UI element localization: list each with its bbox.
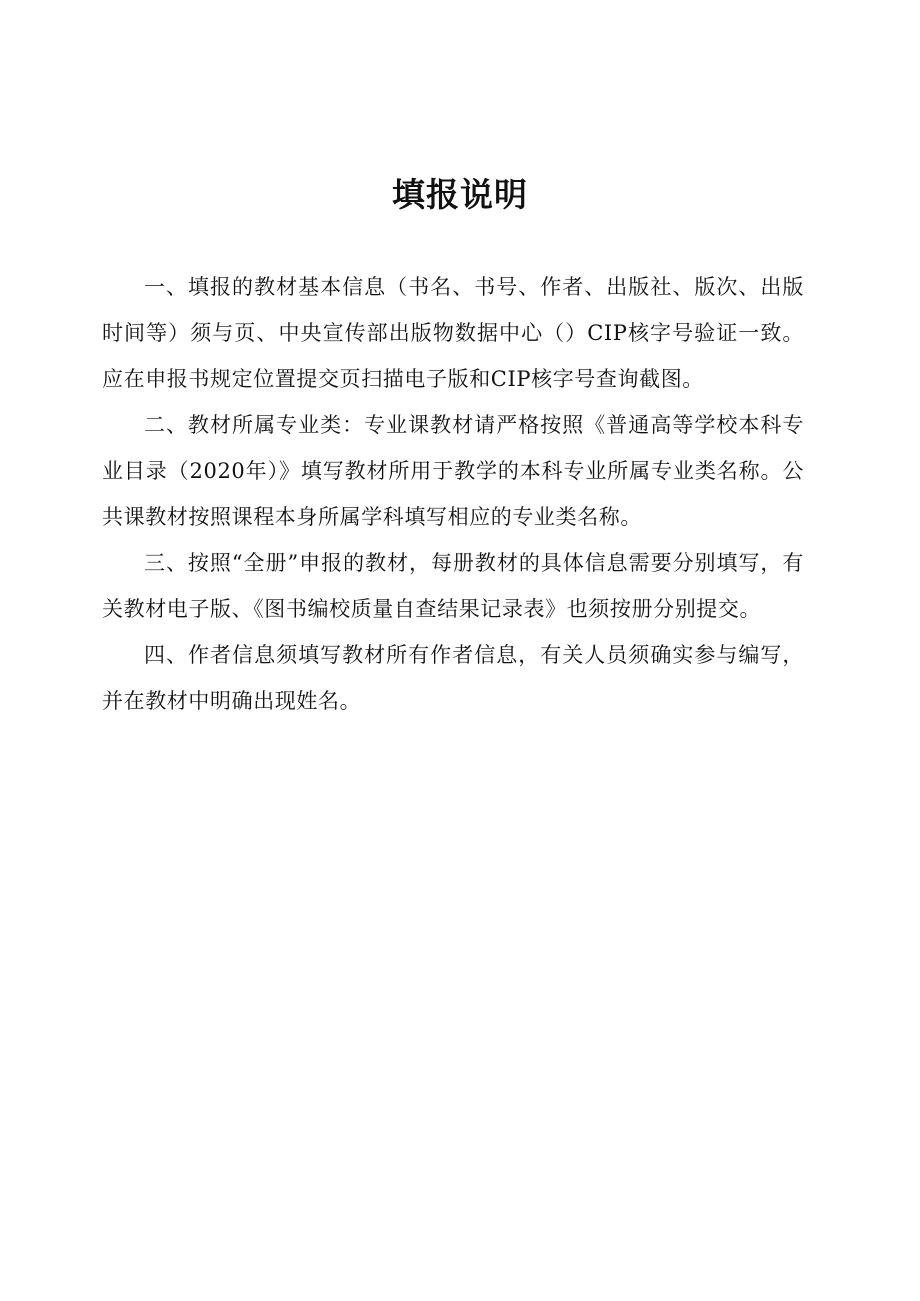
instruction-paragraph-2: 二、教材所属专业类：专业课教材请严格按照《普通高等学校本科专业目录（2020年）》填写教材所用于教学的本科专业所属专业类名称。公共课教材按照课程本身所属学科填写相应的专业类名称。 [102,413,804,529]
instruction-paragraph-3: 三、按照“全册”申报的教材，每册教材的具体信息需要分别填写，有关教材电子版、《图书编校质量自查结果记录表》也须按册分别提交。 [102,551,804,621]
instruction-paragraph-1: 一、填报的教材基本信息（书名、书号、作者、出版社、版次、出版时间等）须与页、中央宣传部出版物数据中心（）CIP核字号验证一致。应在申报书规定位置提交页扫描电子版和CIP核字号查询截图。 [102,275,804,391]
instructions-body [102,264,804,724]
instruction-paragraph-4: 四、作者信息须填写教材所有作者信息，有关人员须确实参与编写，并在教材中明确出现姓名。 [102,643,804,713]
page-title: 填报说明 [392,175,528,214]
